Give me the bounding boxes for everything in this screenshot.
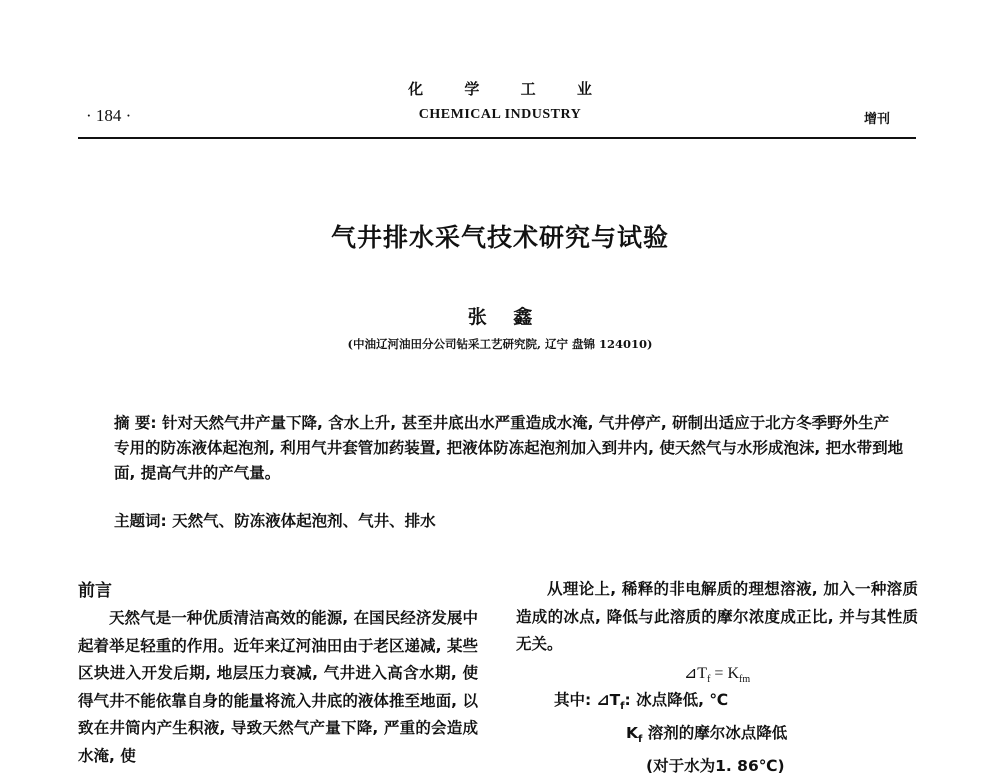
journal-title-cn: 化 学 工 业: [408, 80, 610, 98]
where-kf: [516, 720, 918, 753]
formula-sub-fm: fm: [739, 673, 751, 685]
keywords: [114, 509, 904, 534]
author-name: 张 鑫: [467, 306, 543, 328]
kf-symbol: K: [626, 723, 639, 742]
kf-note: (对于水为1. 86℃): [646, 756, 785, 775]
formula-sub-f: f: [707, 673, 711, 685]
header-rule: [78, 137, 916, 139]
journal-title-en: CHEMICAL INDUSTRY: [418, 107, 582, 122]
formula-delta-t: ⊿T: [683, 664, 708, 682]
author-affiliation: (中油辽河油田分公司钻采工艺研究院, 辽宁 盘锦 124010): [347, 337, 653, 351]
abstract-text: 针对天然气井产量下降, 含水上升, 甚至井底出水严重造成水淹, 气井停产, 研制出适应于北方冬季野外生产专用的防冻液体起泡剂, 利用气井套管加药装置, 把液体防冻起泡剂加入到井内, 使天然气与水形成泡沫, 把水带到地面, 提高气井的产气量。: [114, 414, 904, 482]
kf-desc: 溶剂的摩尔冰点降低: [642, 723, 788, 742]
where-sub: f: [620, 700, 625, 712]
kf-sub: f: [638, 733, 643, 745]
keywords-label: 主题词:: [114, 512, 167, 530]
keywords-text: 天然气、防冻液体起泡剂、气井、排水: [172, 512, 436, 530]
where-desc: : 冰点降低, ℃: [624, 690, 729, 709]
section-heading-preface: 前言: [78, 581, 112, 601]
issue-label: 增刊: [864, 112, 891, 127]
left-column: [78, 576, 478, 770]
where-delta-t: [516, 687, 918, 720]
right-column: [516, 576, 918, 780]
formula-k: = K: [710, 664, 739, 682]
abstract: [114, 411, 904, 486]
abstract-label: 摘 要:: [114, 414, 157, 432]
article-title: 气井排水采气技术研究与试验: [330, 223, 669, 252]
theory-paragraph: 从理论上, 稀释的非电解质的理想溶液, 加入一种溶质造成的冰点, 降低与此溶质的摩尔浓度成正比, 并与其性质无关。: [516, 580, 918, 653]
page-number: · 184 ·: [86, 106, 132, 125]
where-prefix: 其中: ⊿T: [554, 690, 621, 709]
preface-paragraph: 天然气是一种优质清洁高效的能源, 在国民经济发展中起着举足轻重的作用。近年来辽河油田由于老区递减, 某些区块进入开发后期, 地层压力衰减, 气井进入高含水期, 使得气井不能依靠自身的能量将流入井底的液体推至地面, 以致在井筒内产生积液, 导致天然气产量下降, 严重的会造成水淹, 使: [78, 609, 478, 765]
freezing-point-formula: [516, 663, 918, 685]
